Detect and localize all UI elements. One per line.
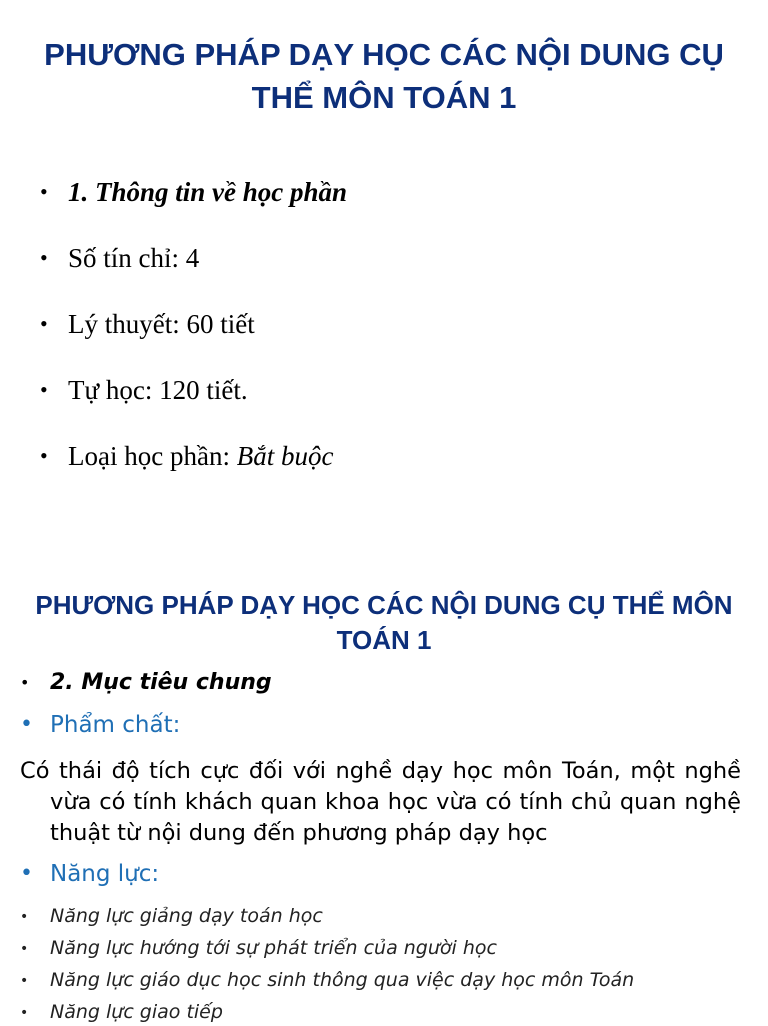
bullet-icon: • (40, 377, 48, 402)
bullet-icon: • (20, 1005, 29, 1021)
quality-paragraph: Có thái độ tích cực đối với nghề dạy học môn Toán, một nghề vừa có tính khách quan khoa học vừa có tính chủ quan nghệ thuật từ nội dung đến phương pháp dạy học (20, 758, 741, 846)
slide-2 (0, 540, 768, 1024)
list-item (40, 238, 347, 304)
bullet-icon: • (20, 673, 30, 692)
quality-heading (20, 709, 180, 741)
list-item (40, 304, 347, 370)
course-type-value: Bắt buộc (236, 441, 334, 471)
list-item (20, 935, 497, 961)
credits-text: Số tín chỉ: 4 (68, 243, 200, 273)
skill-text: Năng lực giao tiếp (50, 1001, 223, 1023)
bullet-icon: • (20, 973, 29, 989)
bullet-icon: • (40, 245, 48, 270)
slide-1-title: PHƯƠNG PHÁP DẠY HỌC CÁC NỘI DUNG CỤ THỂ MÔN TOÁN 1 (44, 37, 724, 115)
bullet-icon: • (40, 311, 48, 336)
general-goal-heading (20, 668, 272, 698)
theory-hours-text: Lý thuyết: 60 tiết (68, 309, 255, 339)
slide-2-title: PHƯƠNG PHÁP DẠY HỌC CÁC NỘI DUNG CỤ THỂ MÔN TOÁN 1 (35, 590, 733, 655)
bullet-icon: • (20, 909, 29, 925)
competence-heading (20, 858, 159, 890)
bullet-icon: • (20, 861, 33, 886)
competence-label: Năng lực: (50, 861, 160, 887)
bullet-icon: • (40, 179, 48, 204)
skill-text: Năng lực giảng dạy toán học (50, 905, 323, 927)
list-item (40, 172, 347, 238)
list-item (20, 967, 634, 993)
bullet-icon: • (40, 443, 48, 468)
course-type-label: Loại học phần: (68, 441, 237, 471)
list-item (20, 999, 223, 1025)
course-info-list (40, 172, 347, 502)
self-study-text: Tự học: 120 tiết. (68, 375, 248, 405)
quality-label: Phẩm chất: (50, 712, 181, 738)
general-goal-label: 2. Mục tiêu chung (50, 670, 272, 695)
list-item (40, 370, 347, 436)
bullet-icon: • (20, 712, 33, 737)
list-item (40, 436, 347, 502)
skill-text: Năng lực giáo dục học sinh thông qua việc dạy học môn Toán (50, 969, 635, 991)
list-item (20, 903, 323, 929)
skill-text: Năng lực hướng tới sự phát triển của người học (50, 937, 497, 959)
bullet-icon: • (20, 941, 29, 957)
course-info-heading: 1. Thông tin về học phần (68, 177, 348, 207)
